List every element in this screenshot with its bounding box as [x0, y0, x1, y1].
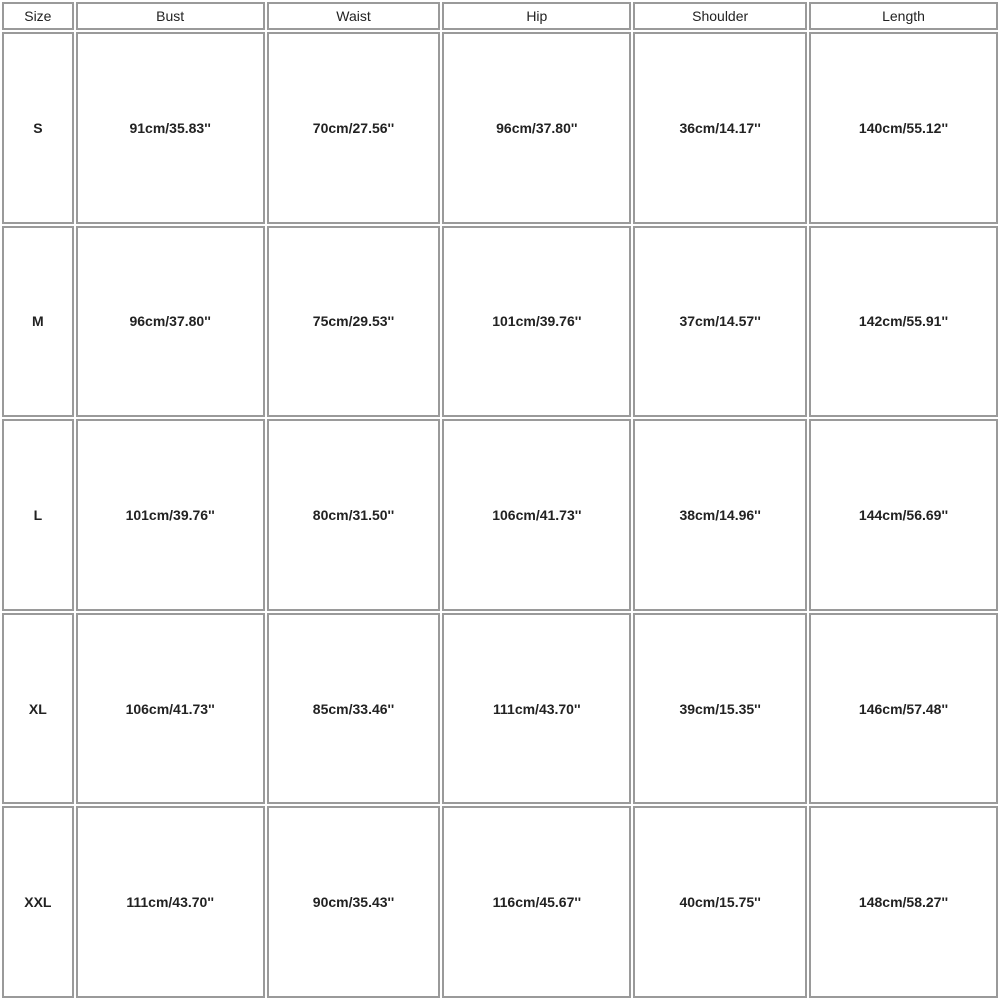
bust-cell: 101cm/39.76'' [76, 419, 265, 611]
waist-cell: 75cm/29.53'' [267, 226, 441, 418]
table-row [2, 32, 998, 224]
bust-cell: 111cm/43.70'' [76, 806, 265, 998]
shoulder-cell: 36cm/14.17'' [633, 32, 807, 224]
size-label: S [2, 32, 74, 224]
table-row [2, 419, 998, 611]
size-label: XL [2, 613, 74, 805]
bust-cell: 96cm/37.80'' [76, 226, 265, 418]
shoulder-cell: 38cm/14.96'' [633, 419, 807, 611]
shoulder-cell: 37cm/14.57'' [633, 226, 807, 418]
length-cell: 140cm/55.12'' [809, 32, 998, 224]
waist-cell: 90cm/35.43'' [267, 806, 441, 998]
hip-cell: 111cm/43.70'' [442, 613, 631, 805]
table-row [2, 226, 998, 418]
hip-cell: 101cm/39.76'' [442, 226, 631, 418]
length-cell: 142cm/55.91'' [809, 226, 998, 418]
waist-cell: 85cm/33.46'' [267, 613, 441, 805]
bust-cell: 91cm/35.83'' [76, 32, 265, 224]
header-waist: Waist [267, 2, 441, 30]
bust-cell: 106cm/41.73'' [76, 613, 265, 805]
length-cell: 148cm/58.27'' [809, 806, 998, 998]
shoulder-cell: 40cm/15.75'' [633, 806, 807, 998]
header-length: Length [809, 2, 998, 30]
waist-cell: 70cm/27.56'' [267, 32, 441, 224]
length-cell: 144cm/56.69'' [809, 419, 998, 611]
size-label: M [2, 226, 74, 418]
table-header-row [2, 2, 998, 30]
size-label: XXL [2, 806, 74, 998]
hip-cell: 96cm/37.80'' [442, 32, 631, 224]
header-shoulder: Shoulder [633, 2, 807, 30]
hip-cell: 116cm/45.67'' [442, 806, 631, 998]
header-size: Size [2, 2, 74, 30]
table-row [2, 806, 998, 998]
shoulder-cell: 39cm/15.35'' [633, 613, 807, 805]
size-label: L [2, 419, 74, 611]
header-bust: Bust [76, 2, 265, 30]
length-cell: 146cm/57.48'' [809, 613, 998, 805]
table-row [2, 613, 998, 805]
header-hip: Hip [442, 2, 631, 30]
waist-cell: 80cm/31.50'' [267, 419, 441, 611]
hip-cell: 106cm/41.73'' [442, 419, 631, 611]
